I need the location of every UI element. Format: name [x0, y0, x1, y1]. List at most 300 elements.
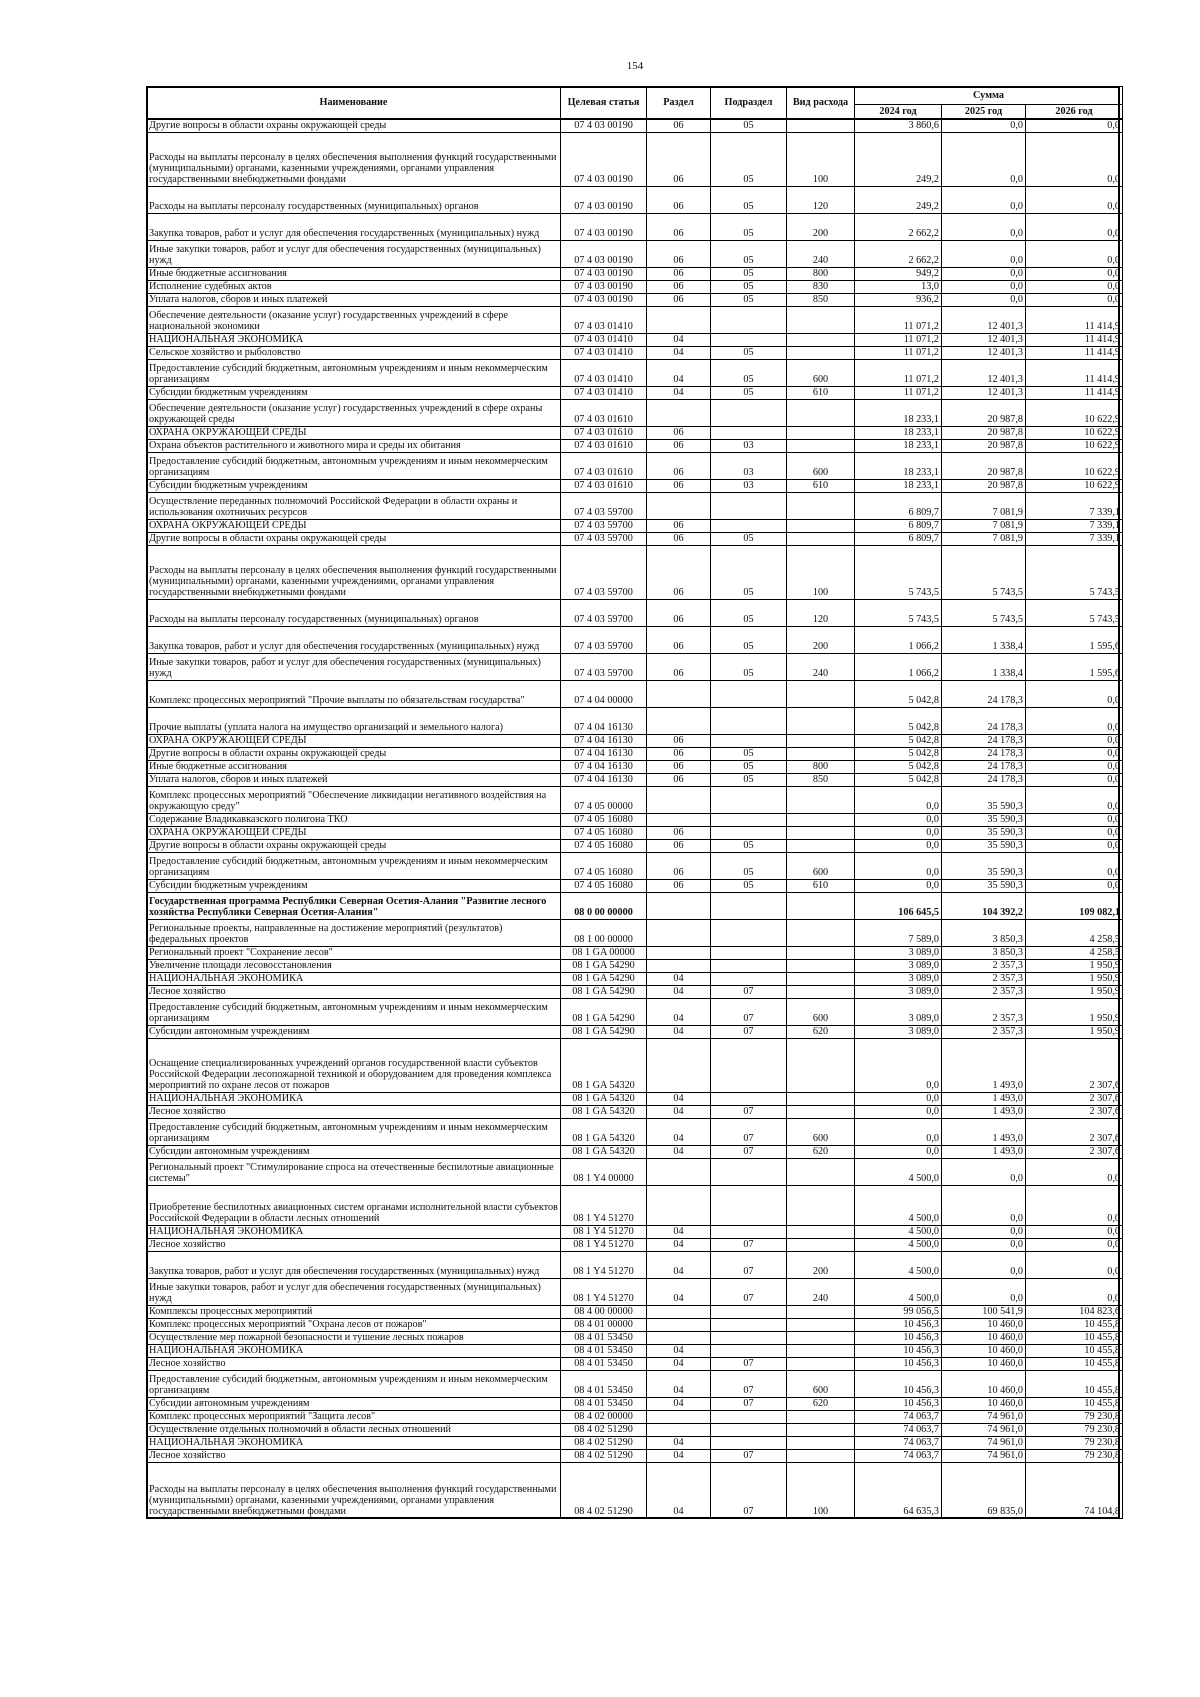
- row-sum-2024: 0,0: [855, 786, 942, 813]
- row-section: 06: [647, 280, 711, 293]
- row-section: 06: [647, 852, 711, 879]
- row-sum-2026: 11 414,9: [1026, 386, 1123, 399]
- row-name: Субсидии бюджетным учреждениям: [147, 479, 561, 492]
- row-sum-2024: 4 500,0: [855, 1238, 942, 1251]
- row-sum-2024: 3 089,0: [855, 946, 942, 959]
- row-sum-2025: 2 357,3: [942, 1025, 1026, 1038]
- row-expense-type: [787, 786, 855, 813]
- row-section: [647, 813, 711, 826]
- table-row: [147, 386, 1123, 399]
- table-row: [147, 1449, 1123, 1462]
- row-subsection: 07: [711, 1397, 787, 1410]
- row-sum-2026: 79 230,8: [1026, 1423, 1123, 1436]
- row-code: 08 1 Y4 51270: [561, 1278, 647, 1305]
- row-expense-type: [787, 892, 855, 919]
- row-name: Другие вопросы в области охраны окружающей среды: [147, 532, 561, 545]
- row-sum-2024: 11 071,2: [855, 359, 942, 386]
- row-code: 08 1 Y4 51270: [561, 1251, 647, 1278]
- row-section: 04: [647, 1238, 711, 1251]
- row-expense-type: 830: [787, 280, 855, 293]
- row-name: Оснащение специализированных учреждений органов государственной власти субъектов Российской Федерации лесопожарной техникой и оборудованием для проведения комплекса мероприятий по охране лесов от пожаров: [147, 1038, 561, 1092]
- table-row: [147, 1145, 1123, 1158]
- row-name: Лесное хозяйство: [147, 1357, 561, 1370]
- row-code: 08 1 Y4 00000: [561, 1158, 647, 1185]
- table-row: [147, 213, 1123, 240]
- row-sum-2025: 20 987,8: [942, 426, 1026, 439]
- row-sum-2025: 12 401,3: [942, 386, 1026, 399]
- row-sum-2026: 1 595,6: [1026, 626, 1123, 653]
- table-row: [147, 1278, 1123, 1305]
- row-section: 06: [647, 426, 711, 439]
- row-name: Субсидии бюджетным учреждениям: [147, 879, 561, 892]
- row-sum-2026: 2 307,6: [1026, 1145, 1123, 1158]
- row-name: Комплекс процессных мероприятий "Прочие выплаты по обязательствам государства": [147, 680, 561, 707]
- row-expense-type: 850: [787, 773, 855, 786]
- row-section: [647, 959, 711, 972]
- row-expense-type: 610: [787, 479, 855, 492]
- row-sum-2025: 12 401,3: [942, 359, 1026, 386]
- table-row: [147, 813, 1123, 826]
- row-name: Исполнение судебных актов: [147, 280, 561, 293]
- row-sum-2024: 18 233,1: [855, 439, 942, 452]
- table-row: [147, 479, 1123, 492]
- row-sum-2026: 1 950,9: [1026, 985, 1123, 998]
- row-sum-2026: 0,0: [1026, 852, 1123, 879]
- row-sum-2026: 0,0: [1026, 707, 1123, 734]
- row-code: 07 4 04 16130: [561, 760, 647, 773]
- row-sum-2026: 10 622,9: [1026, 426, 1123, 439]
- row-sum-2024: 74 063,7: [855, 1410, 942, 1423]
- row-code: 08 1 00 00000: [561, 919, 647, 946]
- row-sum-2026: 5 743,5: [1026, 599, 1123, 626]
- row-sum-2024: 10 456,3: [855, 1331, 942, 1344]
- row-expense-type: [787, 1318, 855, 1331]
- row-sum-2025: 7 081,9: [942, 492, 1026, 519]
- row-sum-2024: 4 500,0: [855, 1251, 942, 1278]
- row-subsection: 07: [711, 1449, 787, 1462]
- row-name: Предоставление субсидий бюджетным, автономным учреждениям и иным некоммерческим организациям: [147, 852, 561, 879]
- row-sum-2024: 11 071,2: [855, 306, 942, 333]
- row-subsection: [711, 333, 787, 346]
- row-sum-2026: 0,0: [1026, 240, 1123, 267]
- row-subsection: 07: [711, 1251, 787, 1278]
- table-row: [147, 734, 1123, 747]
- row-code: 07 4 03 01410: [561, 333, 647, 346]
- row-sum-2024: 18 233,1: [855, 399, 942, 426]
- row-expense-type: [787, 1225, 855, 1238]
- row-sum-2024: 4 500,0: [855, 1278, 942, 1305]
- row-sum-2024: 74 063,7: [855, 1423, 942, 1436]
- row-sum-2025: 104 392,2: [942, 892, 1026, 919]
- row-code: 08 4 01 53450: [561, 1370, 647, 1397]
- row-name: ОХРАНА ОКРУЖАЮЩЕЙ СРЕДЫ: [147, 826, 561, 839]
- row-code: 08 1 Y4 51270: [561, 1225, 647, 1238]
- row-sum-2025: 10 460,0: [942, 1397, 1026, 1410]
- row-subsection: [711, 946, 787, 959]
- row-expense-type: 600: [787, 1118, 855, 1145]
- row-code: 08 1 GA 54290: [561, 998, 647, 1025]
- row-subsection: [711, 426, 787, 439]
- row-sum-2026: 0,0: [1026, 734, 1123, 747]
- row-sum-2024: 949,2: [855, 267, 942, 280]
- row-section: 04: [647, 359, 711, 386]
- row-code: 07 4 03 00190: [561, 186, 647, 213]
- row-sum-2024: 4 500,0: [855, 1158, 942, 1185]
- row-subsection: 05: [711, 119, 787, 132]
- row-code: 07 4 03 59700: [561, 599, 647, 626]
- page-number: 154: [626, 60, 644, 72]
- table-row: [147, 1436, 1123, 1449]
- row-section: 04: [647, 1436, 711, 1449]
- row-sum-2026: 10 455,8: [1026, 1318, 1123, 1331]
- row-expense-type: [787, 519, 855, 532]
- row-name: НАЦИОНАЛЬНАЯ ЭКОНОМИКА: [147, 333, 561, 346]
- row-name: Лесное хозяйство: [147, 1105, 561, 1118]
- row-sum-2026: 109 082,1: [1026, 892, 1123, 919]
- row-expense-type: [787, 399, 855, 426]
- row-subsection: 07: [711, 1462, 787, 1518]
- row-name: Увеличение площади лесовосстановления: [147, 959, 561, 972]
- row-section: 04: [647, 1278, 711, 1305]
- row-sum-2026: 79 230,8: [1026, 1436, 1123, 1449]
- row-sum-2024: 1 066,2: [855, 626, 942, 653]
- row-subsection: 03: [711, 479, 787, 492]
- row-name: Закупка товаров, работ и услуг для обеспечения государственных (муниципальных) нужд: [147, 1251, 561, 1278]
- table-row: [147, 1318, 1123, 1331]
- row-subsection: 05: [711, 532, 787, 545]
- row-name: Закупка товаров, работ и услуг для обеспечения государственных (муниципальных) нужд: [147, 626, 561, 653]
- row-code: 07 4 03 01410: [561, 386, 647, 399]
- row-expense-type: 850: [787, 293, 855, 306]
- row-subsection: 07: [711, 1105, 787, 1118]
- row-sum-2025: 0,0: [942, 213, 1026, 240]
- row-sum-2024: 4 500,0: [855, 1225, 942, 1238]
- row-sum-2026: 0,0: [1026, 839, 1123, 852]
- row-code: 07 4 03 01410: [561, 306, 647, 333]
- table-row: [147, 1462, 1123, 1518]
- row-code: 07 4 05 00000: [561, 786, 647, 813]
- row-section: 06: [647, 213, 711, 240]
- table-row: [147, 1025, 1123, 1038]
- row-name: Другие вопросы в области охраны окружающей среды: [147, 839, 561, 852]
- row-sum-2025: 74 961,0: [942, 1436, 1026, 1449]
- row-sum-2026: 0,0: [1026, 186, 1123, 213]
- row-sum-2024: 13,0: [855, 280, 942, 293]
- row-section: [647, 1158, 711, 1185]
- row-sum-2025: 35 590,3: [942, 852, 1026, 879]
- row-subsection: [711, 1344, 787, 1357]
- row-sum-2024: 11 071,2: [855, 333, 942, 346]
- row-expense-type: 120: [787, 599, 855, 626]
- row-section: 06: [647, 653, 711, 680]
- row-sum-2026: 11 414,9: [1026, 333, 1123, 346]
- row-code: 07 4 03 59700: [561, 532, 647, 545]
- row-sum-2025: 20 987,8: [942, 452, 1026, 479]
- row-sum-2026: 79 230,8: [1026, 1410, 1123, 1423]
- row-name: Приобретение беспилотных авиационных систем органами исполнительной власти субъектов Российской Федерации в области лесных отношений: [147, 1185, 561, 1225]
- row-sum-2025: 69 835,0: [942, 1462, 1026, 1518]
- row-sum-2025: 35 590,3: [942, 839, 1026, 852]
- row-subsection: 05: [711, 186, 787, 213]
- table-row: [147, 1397, 1123, 1410]
- row-sum-2025: 12 401,3: [942, 333, 1026, 346]
- row-code: 08 1 GA 54290: [561, 985, 647, 998]
- row-subsection: 05: [711, 599, 787, 626]
- row-section: [647, 892, 711, 919]
- row-expense-type: 600: [787, 998, 855, 1025]
- row-sum-2026: 2 307,6: [1026, 1038, 1123, 1092]
- row-sum-2026: 0,0: [1026, 747, 1123, 760]
- row-expense-type: [787, 839, 855, 852]
- table-row: [147, 786, 1123, 813]
- row-sum-2025: 20 987,8: [942, 399, 1026, 426]
- row-code: 07 4 05 16080: [561, 852, 647, 879]
- row-expense-type: [787, 119, 855, 132]
- row-sum-2025: 2 357,3: [942, 998, 1026, 1025]
- row-sum-2025: 35 590,3: [942, 879, 1026, 892]
- row-code: 08 1 GA 54320: [561, 1092, 647, 1105]
- row-name: Обеспечение деятельности (оказание услуг) государственных учреждений в сфере охраны окружающей среды: [147, 399, 561, 426]
- row-section: 06: [647, 826, 711, 839]
- row-expense-type: [787, 306, 855, 333]
- row-name: Осуществление мер пожарной безопасности и тушение лесных пожаров: [147, 1331, 561, 1344]
- row-sum-2024: 5 743,5: [855, 599, 942, 626]
- row-name: Осуществление отдельных полномочий в области лесных отношений: [147, 1423, 561, 1436]
- row-subsection: [711, 1305, 787, 1318]
- row-code: 07 4 04 16130: [561, 747, 647, 760]
- table-row: [147, 1344, 1123, 1357]
- table-row: [147, 399, 1123, 426]
- row-name: Уплата налогов, сборов и иных платежей: [147, 293, 561, 306]
- row-name: Охрана объектов растительного и животного мира и среды их обитания: [147, 439, 561, 452]
- row-subsection: [711, 707, 787, 734]
- row-expense-type: [787, 985, 855, 998]
- row-sum-2026: 0,0: [1026, 813, 1123, 826]
- row-section: [647, 1318, 711, 1331]
- row-section: [647, 680, 711, 707]
- row-section: 04: [647, 346, 711, 359]
- row-expense-type: [787, 707, 855, 734]
- row-sum-2025: 5 743,5: [942, 599, 1026, 626]
- row-expense-type: [787, 1410, 855, 1423]
- row-subsection: [711, 826, 787, 839]
- row-name: Содержание Владикавказского полигона ТКО: [147, 813, 561, 826]
- row-expense-type: 600: [787, 1370, 855, 1397]
- row-sum-2024: 2 662,2: [855, 213, 942, 240]
- row-sum-2025: 0,0: [942, 1251, 1026, 1278]
- row-code: 07 4 03 01410: [561, 346, 647, 359]
- row-expense-type: 600: [787, 852, 855, 879]
- row-section: 04: [647, 1092, 711, 1105]
- row-expense-type: [787, 426, 855, 439]
- row-sum-2026: 1 950,9: [1026, 998, 1123, 1025]
- row-code: 07 4 03 00190: [561, 280, 647, 293]
- row-sum-2024: 0,0: [855, 1092, 942, 1105]
- row-section: 06: [647, 132, 711, 186]
- table-row: [147, 452, 1123, 479]
- row-name: Предоставление субсидий бюджетным, автономным учреждениям и иным некоммерческим организациям: [147, 359, 561, 386]
- row-subsection: 03: [711, 439, 787, 452]
- row-section: 04: [647, 972, 711, 985]
- row-sum-2025: 74 961,0: [942, 1423, 1026, 1436]
- row-expense-type: 600: [787, 359, 855, 386]
- table-row: [147, 532, 1123, 545]
- row-section: 06: [647, 519, 711, 532]
- row-code: 07 4 05 16080: [561, 826, 647, 839]
- row-name: Субсидии бюджетным учреждениям: [147, 386, 561, 399]
- row-sum-2024: 10 456,3: [855, 1357, 942, 1370]
- row-name: Лесное хозяйство: [147, 1238, 561, 1251]
- row-sum-2024: 0,0: [855, 1118, 942, 1145]
- row-section: 04: [647, 1225, 711, 1238]
- row-sum-2026: 0,0: [1026, 280, 1123, 293]
- row-sum-2026: 0,0: [1026, 132, 1123, 186]
- table-row: [147, 186, 1123, 213]
- row-sum-2026: 0,0: [1026, 826, 1123, 839]
- row-section: [647, 1305, 711, 1318]
- row-code: 07 4 03 00190: [561, 293, 647, 306]
- row-code: 08 4 01 53450: [561, 1397, 647, 1410]
- row-sum-2024: 74 063,7: [855, 1449, 942, 1462]
- row-sum-2026: 7 339,1: [1026, 532, 1123, 545]
- row-name: Обеспечение деятельности (оказание услуг) государственных учреждений в сфере национальной экономики: [147, 306, 561, 333]
- row-subsection: 05: [711, 132, 787, 186]
- row-section: 06: [647, 626, 711, 653]
- table-row: [147, 626, 1123, 653]
- row-sum-2024: 99 056,5: [855, 1305, 942, 1318]
- row-subsection: 05: [711, 359, 787, 386]
- row-sum-2024: 0,0: [855, 879, 942, 892]
- table-row: [147, 985, 1123, 998]
- row-sum-2024: 5 042,8: [855, 747, 942, 760]
- table-row: [147, 1092, 1123, 1105]
- row-sum-2024: 18 233,1: [855, 452, 942, 479]
- row-sum-2026: 5 743,5: [1026, 545, 1123, 599]
- row-sum-2026: 1 950,9: [1026, 972, 1123, 985]
- row-sum-2025: 1 493,0: [942, 1038, 1026, 1092]
- row-sum-2024: 936,2: [855, 293, 942, 306]
- table-row: [147, 919, 1123, 946]
- row-code: 08 4 02 51290: [561, 1462, 647, 1518]
- row-subsection: [711, 1225, 787, 1238]
- table-row: [147, 545, 1123, 599]
- row-section: 04: [647, 1105, 711, 1118]
- row-sum-2024: 0,0: [855, 1038, 942, 1092]
- row-sum-2026: 11 414,9: [1026, 359, 1123, 386]
- row-sum-2026: 10 455,8: [1026, 1370, 1123, 1397]
- row-section: [647, 919, 711, 946]
- row-name: ОХРАНА ОКРУЖАЮЩЕЙ СРЕДЫ: [147, 519, 561, 532]
- row-sum-2025: 20 987,8: [942, 439, 1026, 452]
- row-sum-2025: 12 401,3: [942, 306, 1026, 333]
- row-section: 04: [647, 386, 711, 399]
- row-subsection: [711, 519, 787, 532]
- row-name: Лесное хозяйство: [147, 1449, 561, 1462]
- row-section: 04: [647, 1145, 711, 1158]
- row-section: 06: [647, 119, 711, 132]
- row-name: НАЦИОНАЛЬНАЯ ЭКОНОМИКА: [147, 1344, 561, 1357]
- row-sum-2026: 10 622,9: [1026, 479, 1123, 492]
- table-row: [147, 119, 1123, 132]
- table-row: [147, 747, 1123, 760]
- row-code: 07 4 03 59700: [561, 545, 647, 599]
- row-subsection: [711, 1038, 787, 1092]
- row-expense-type: [787, 1092, 855, 1105]
- table-row: [147, 426, 1123, 439]
- row-code: 07 4 05 16080: [561, 879, 647, 892]
- table-row: [147, 1225, 1123, 1238]
- row-name: НАЦИОНАЛЬНАЯ ЭКОНОМИКА: [147, 1225, 561, 1238]
- table-row: [147, 599, 1123, 626]
- row-sum-2025: 24 178,3: [942, 734, 1026, 747]
- row-sum-2026: 0,0: [1026, 1238, 1123, 1251]
- row-sum-2025: 10 460,0: [942, 1331, 1026, 1344]
- row-sum-2024: 2 662,2: [855, 240, 942, 267]
- row-sum-2025: 3 850,3: [942, 919, 1026, 946]
- row-name: Расходы на выплаты персоналу в целях обеспечения выполнения функций государственными (муниципальными) органами, казенными учреждениями, органами управления государственными внебюджетными фондами: [147, 1462, 561, 1518]
- row-section: [647, 1410, 711, 1423]
- row-code: 08 1 GA 54320: [561, 1038, 647, 1092]
- row-sum-2025: 20 987,8: [942, 479, 1026, 492]
- row-name: Субсидии автономным учреждениям: [147, 1145, 561, 1158]
- row-sum-2025: 5 743,5: [942, 545, 1026, 599]
- header-subsection: Подраздел: [711, 87, 787, 120]
- row-subsection: 05: [711, 280, 787, 293]
- row-sum-2026: 11 414,9: [1026, 346, 1123, 359]
- row-code: 07 4 03 00190: [561, 267, 647, 280]
- row-subsection: 07: [711, 1145, 787, 1158]
- row-section: 06: [647, 879, 711, 892]
- row-code: 07 4 03 01610: [561, 439, 647, 452]
- row-subsection: [711, 306, 787, 333]
- row-sum-2025: 0,0: [942, 1225, 1026, 1238]
- row-sum-2025: 35 590,3: [942, 813, 1026, 826]
- row-sum-2025: 10 460,0: [942, 1357, 1026, 1370]
- row-expense-type: 610: [787, 879, 855, 892]
- row-subsection: 07: [711, 1118, 787, 1145]
- row-code: 08 4 02 00000: [561, 1410, 647, 1423]
- row-sum-2025: 24 178,3: [942, 773, 1026, 786]
- table-row: [147, 760, 1123, 773]
- row-name: Комплекс процессных мероприятий "Обеспечение ликвидации негативного воздействия на окружающую среду": [147, 786, 561, 813]
- row-code: 08 1 GA 00000: [561, 946, 647, 959]
- row-sum-2026: 1 595,6: [1026, 653, 1123, 680]
- row-section: 06: [647, 532, 711, 545]
- row-subsection: 05: [711, 626, 787, 653]
- row-section: 04: [647, 1462, 711, 1518]
- row-section: 06: [647, 186, 711, 213]
- row-sum-2024: 5 042,8: [855, 707, 942, 734]
- table-row: [147, 1331, 1123, 1344]
- row-name: Предоставление субсидий бюджетным, автономным учреждениям и иным некоммерческим организациям: [147, 452, 561, 479]
- row-name: Субсидии автономным учреждениям: [147, 1025, 561, 1038]
- table-row: [147, 280, 1123, 293]
- row-code: 07 4 03 00190: [561, 132, 647, 186]
- row-name: НАЦИОНАЛЬНАЯ ЭКОНОМИКА: [147, 1436, 561, 1449]
- row-expense-type: [787, 734, 855, 747]
- row-sum-2025: 35 590,3: [942, 826, 1026, 839]
- row-expense-type: [787, 333, 855, 346]
- row-name: Иные закупки товаров, работ и услуг для обеспечения государственных (муниципальных) нужд: [147, 240, 561, 267]
- row-sum-2026: 0,0: [1026, 119, 1123, 132]
- row-section: 06: [647, 439, 711, 452]
- row-subsection: [711, 1331, 787, 1344]
- table-row: [147, 293, 1123, 306]
- row-name: НАЦИОНАЛЬНАЯ ЭКОНОМИКА: [147, 972, 561, 985]
- row-name: Другие вопросы в области охраны окружающей среды: [147, 747, 561, 760]
- row-section: [647, 786, 711, 813]
- row-sum-2026: 4 258,5: [1026, 919, 1123, 946]
